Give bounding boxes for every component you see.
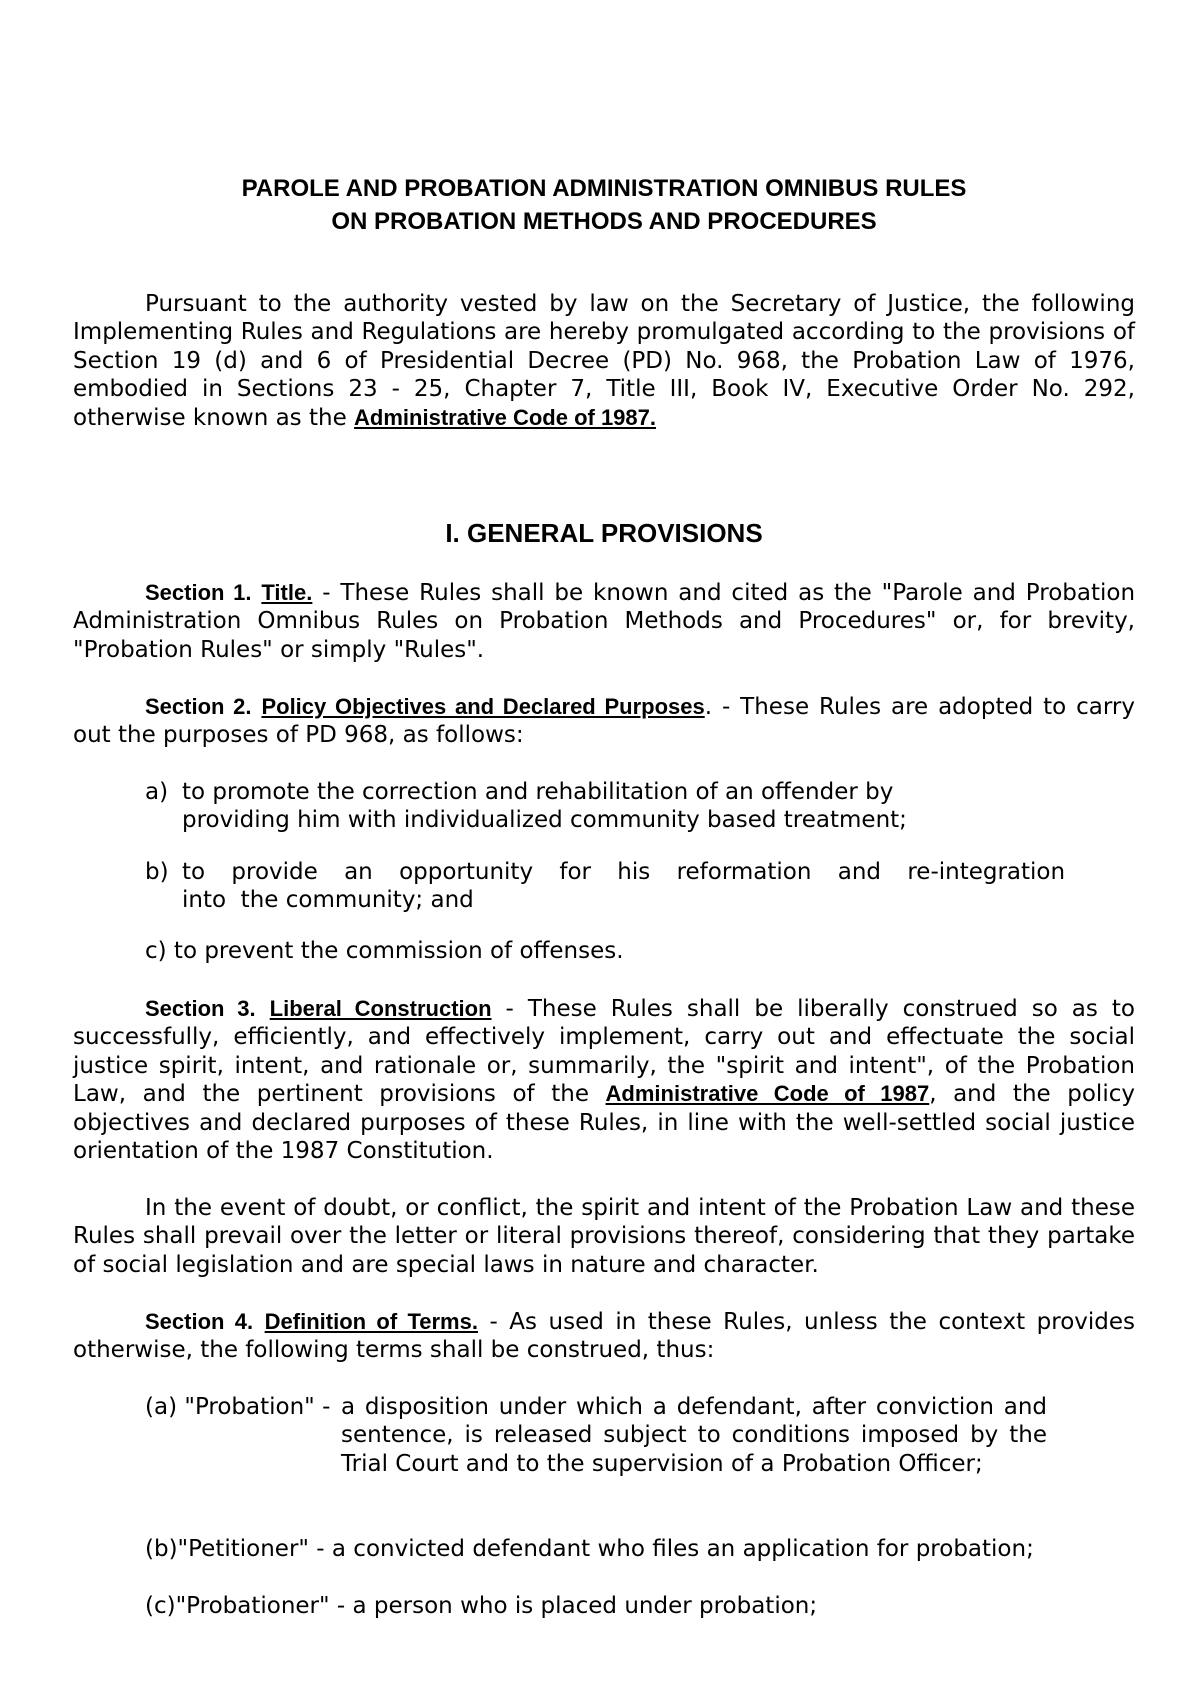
administrative-code-link[interactable]: Administrative Code of 1987. [354, 404, 657, 430]
section-3-label: Section 3. [145, 996, 256, 1021]
list-item-c-text: c) to prevent the commission of offenses. [145, 938, 624, 964]
doubt-text: In the event of doubt, or conflict, the spirit and intent of the Probation Law and these Rules shall prevail over the letter or literal provisions thereof, considering that they partake of social legislation and are special laws in nature and character. [73, 1195, 1135, 1278]
section-4 [73, 1308, 1135, 1365]
definition-probation-term: "Probation" - [184, 1394, 331, 1420]
section-3 [73, 995, 1135, 1165]
section-3-text-a: - These Rules shall be liberally construed so as to successfully, efficiently, and effectively implement, carry out and effectuate the social justice spirit, intent, and rationale or, summarily, the "spirit and intent", of the Probation Law, and the pertinent provisions of the [73, 996, 1136, 1108]
section-2 [73, 693, 1135, 750]
title-line-1: PAROLE AND PROBATION ADMINISTRATION OMNIBUS RULES [241, 175, 967, 202]
definition-probationer [145, 1592, 1135, 1622]
list-item-a [145, 778, 1135, 838]
section-3-text-b: , and the policy objectives and declared purposes of these Rules, in line with the well-settled social justice orientation of the 1987 Constitution. [73, 1081, 1135, 1165]
list-item-a-label: a) [145, 779, 169, 805]
list-item-b-line-1 [182, 858, 1066, 886]
section-1-label: Section 1. [145, 580, 252, 605]
list-item-b [145, 858, 1135, 918]
definition-probation-letter: (a) [145, 1394, 178, 1420]
definition-probation-label [145, 1393, 330, 1421]
section-3-title: Liberal Construction [269, 996, 492, 1021]
intro-paragraph [73, 290, 1135, 432]
section-3-administrative-code-link[interactable]: Administrative Code of 1987 [605, 1081, 930, 1107]
definition-petitioner [145, 1535, 1135, 1565]
list-item-a-line-2: providing him with individualized community based treatment; [182, 807, 907, 834]
section-4-label: Section 4. [145, 1309, 254, 1334]
title-line-2: ON PROBATION METHODS AND PROCEDURES [331, 208, 877, 235]
definition-probation [145, 1393, 1135, 1513]
list-item-b-label: b) [145, 859, 169, 885]
section-2-label: Section 2. [145, 694, 252, 719]
section-1-text: - These Rules shall be known and cited as the "Parole and Probation Administration Omnibus Rules on Probation Methods and Procedures" or, for brevity, "Probation Rules" or simply "Rules". [73, 580, 1136, 663]
document-title [73, 172, 1135, 238]
list-item-c [145, 937, 1135, 967]
section-4-text: - As used in these Rules, unless the context provides otherwise, the following terms shall be construed, thus: [73, 1309, 1136, 1364]
list-item-b-line-1-text: to provide an opportunity for his reformation and re-integration [182, 859, 1066, 885]
section-4-title: Definition of Terms. [264, 1309, 478, 1334]
section-1 [73, 579, 1135, 664]
doubt-paragraph [73, 1194, 1135, 1279]
list-item-b-line-2: into the community; and [182, 887, 474, 914]
section-2-text: . - These Rules are adopted to carry out the purposes of PD 968, as follows: [73, 694, 1135, 749]
section-heading-general-provisions: I. GENERAL PROVISIONS [445, 518, 763, 548]
list-item-a-line-1: to promote the correction and rehabilitation of an offender by [182, 779, 894, 805]
definition-probationer-text: (c)"Probationer" - a person who is placed under probation; [145, 1593, 818, 1619]
section-2-title: Policy Objectives and Declared Purposes [261, 694, 705, 719]
section-1-title: Title. [261, 580, 313, 605]
intro-text: Pursuant to the authority vested by law on the Secretary of Justice, the following Implementing Rules and Regulations are hereby promulgated according to the provisions of Section 19 (d) and 6 of Presidential Decree (PD) No. 968, the Probation Law of 1976, embodied in Sections 23 - 25, Chapter 7, Title III, Book IV, Executive Order No. 292, otherwise known as the [73, 291, 1135, 431]
definition-petitioner-text: (b)"Petitioner" - a convicted defendant who files an application for probation; [145, 1536, 1034, 1562]
definition-probation-text: a disposition under which a defendant, after conviction and sentence, is released subject to conditions imposed by the Trial Court and to the supervision of a Probation Officer; [341, 1394, 1047, 1477]
